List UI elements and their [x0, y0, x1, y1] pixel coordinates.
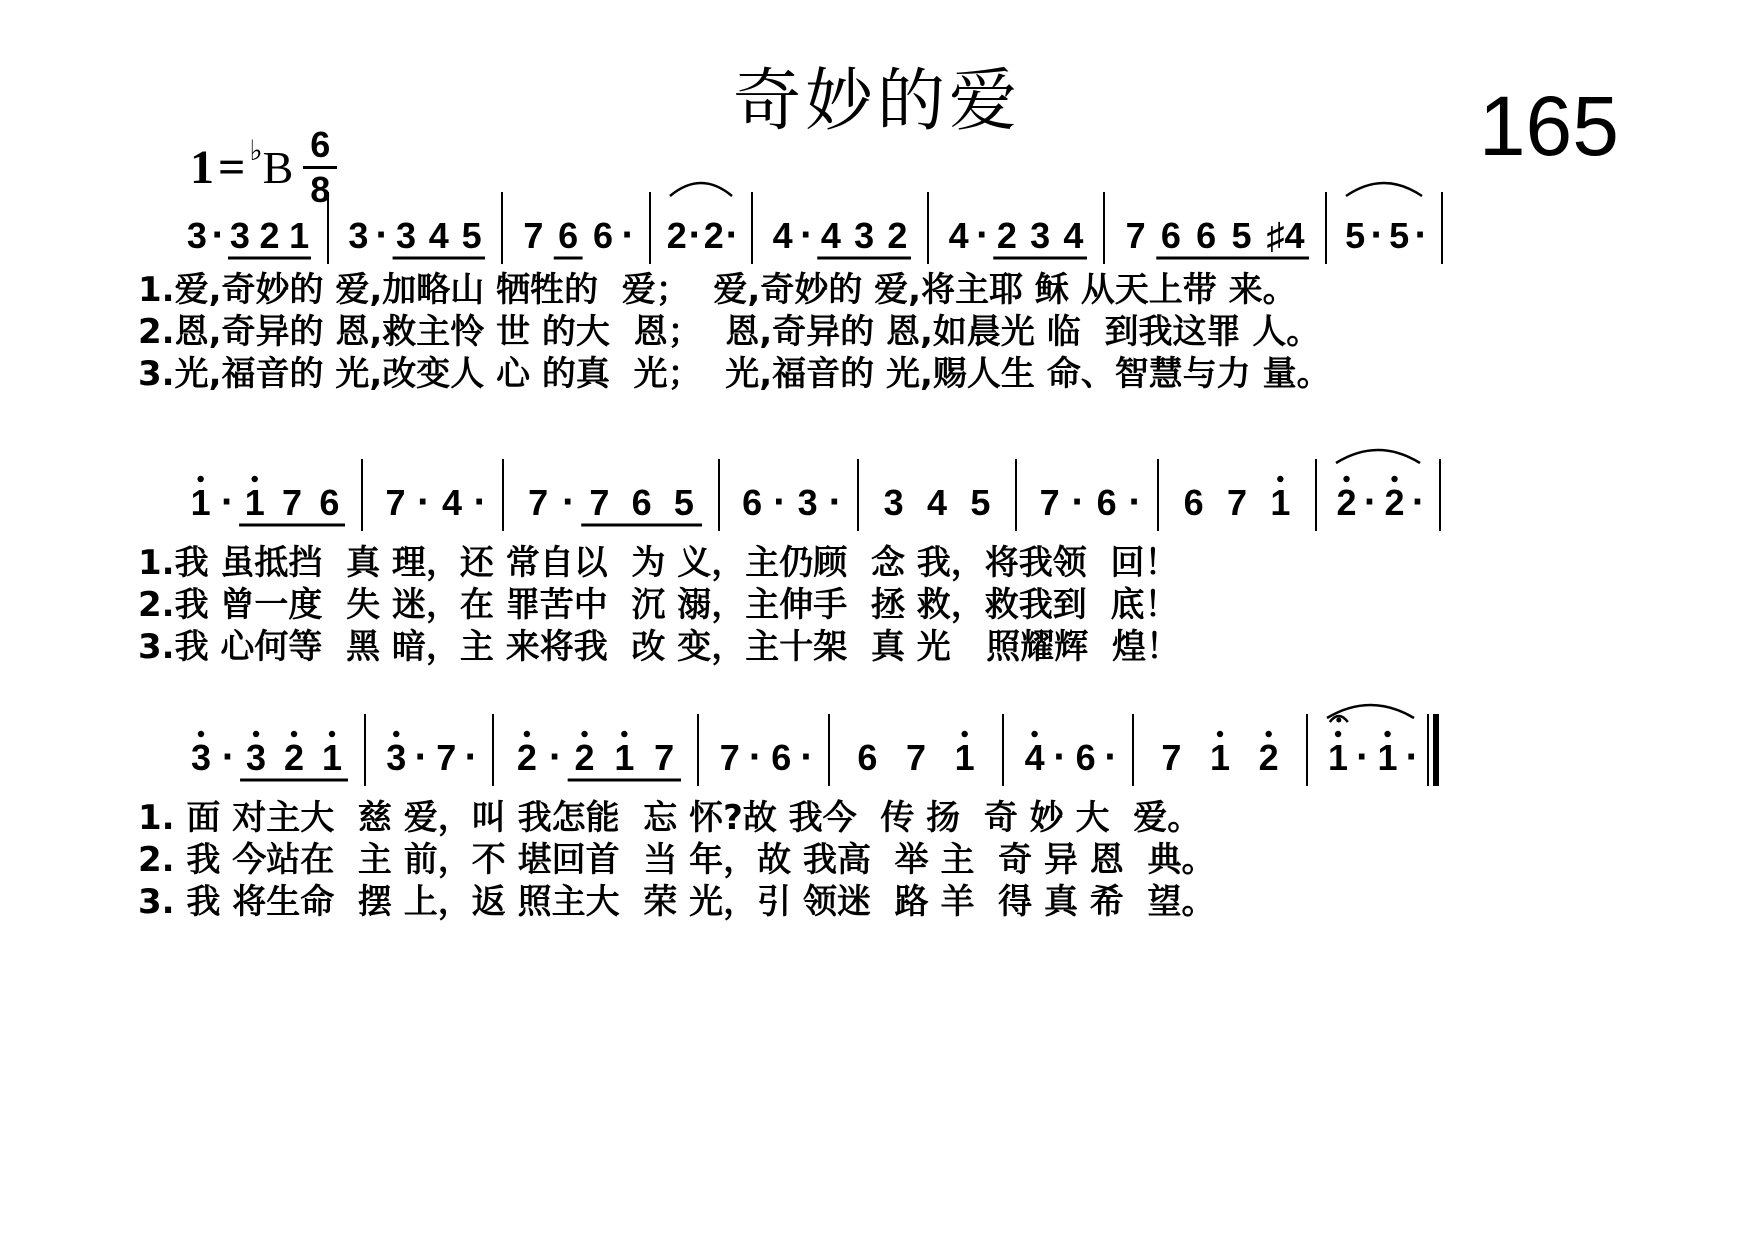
dot-extension: ·: [1356, 735, 1370, 779]
octave-dot: [329, 731, 335, 737]
dot-extension: ·: [725, 213, 739, 257]
note: 5: [673, 482, 694, 523]
tie-arc: [670, 183, 732, 196]
system-3-notation: [0, 690, 1754, 810]
dot-extension: ·: [473, 480, 487, 524]
key-equals: =: [218, 140, 246, 194]
tie-arc: [1336, 450, 1420, 463]
octave-dot: [1335, 731, 1341, 737]
note: 1: [1209, 737, 1231, 778]
note: 2: [887, 215, 908, 256]
flat-sign: ♭: [249, 136, 263, 167]
note: 5: [970, 482, 991, 523]
octave-dot: [1031, 731, 1037, 737]
dot-extension: ·: [211, 213, 226, 257]
note: 1: [954, 737, 975, 778]
note: 2: [1258, 737, 1279, 778]
note: 6: [771, 737, 792, 778]
octave-dot: [1343, 476, 1349, 482]
note: 7: [1161, 737, 1182, 778]
note: 7: [528, 482, 549, 523]
note: 2: [666, 215, 687, 256]
octave-dot: [1217, 731, 1223, 737]
system-2: [0, 435, 1754, 685]
note: 3: [246, 737, 267, 778]
dot-extension: ·: [1405, 735, 1419, 779]
note: 7: [654, 737, 675, 778]
lyric-line: 2.恩,奇异的 恩,救主怜 世 的大 恩； 恩,奇异的 恩,如晨光 临 到我这罪 人。: [138, 312, 1321, 352]
dot-extension: ·: [414, 735, 428, 779]
note: 6: [1196, 215, 1217, 256]
note: 2: [259, 215, 280, 256]
dot-extension: ·: [417, 480, 431, 524]
note: 7: [385, 482, 406, 523]
lyric-line: 3. 我 将生命 摆 上，返 照主大 荣 光，引 领迷 路 羊 得 真 希 望。: [138, 882, 1216, 922]
octave-dot: [581, 731, 587, 737]
octave-dot: [621, 731, 627, 737]
octave-dot: [197, 476, 203, 482]
note: 6: [631, 482, 652, 523]
octave-dot: [1391, 476, 1397, 482]
dot-extension: ·: [1411, 480, 1426, 524]
octave-dot: [252, 476, 258, 482]
note: 7: [905, 737, 927, 778]
tie-arc: [1346, 183, 1422, 196]
note: 4: [441, 482, 462, 523]
dot-extension: ·: [549, 735, 563, 779]
hymn-number: 165: [1478, 79, 1619, 173]
lyric-line: 1.爱,奇妙的 爱,加略山 牺牲的 爱； 爱,奇妙的 爱,将主耶 稣 从天上带 来。: [138, 270, 1297, 310]
note: 3: [386, 737, 407, 778]
dot-extension: ·: [464, 735, 478, 779]
lyric-line: 2.我 曾一度 失 迷，在 罪苦中 沉 溺，主伸手 拯 救，救我到 底！: [138, 585, 1179, 625]
note: 2: [284, 737, 305, 778]
octave-dot: [961, 731, 967, 737]
note: 4: [948, 215, 969, 256]
note: 3: [797, 482, 818, 523]
note: 7: [1039, 482, 1060, 523]
note: 7: [1125, 215, 1146, 256]
note: 6: [319, 482, 340, 523]
meter-bottom: 8: [310, 168, 331, 210]
octave-dot: [198, 731, 204, 737]
note: 7: [282, 482, 303, 523]
note: 4: [1024, 737, 1045, 778]
note: 6: [1183, 482, 1204, 523]
dot-extension: ·: [1370, 213, 1384, 257]
note: 1: [244, 482, 265, 523]
note: 2: [1336, 482, 1357, 523]
note: 6: [592, 215, 613, 256]
dot-extension: ·: [688, 213, 702, 257]
dot-extension: ·: [1053, 735, 1067, 779]
octave-dot: [1384, 731, 1390, 737]
note: 7: [589, 482, 610, 523]
note: 6: [558, 215, 579, 256]
octave-dot: [253, 731, 259, 737]
octave-dot: [1265, 731, 1271, 737]
octave-dot: [1277, 476, 1283, 482]
dot-extension: ·: [562, 480, 576, 524]
note: 3: [348, 215, 369, 256]
lyric-line: 1.我 虽抵挡 真 理，还 常自以 为 义，主仍顾 念 我，将我领 回！: [138, 543, 1179, 583]
dot-extension: ·: [221, 480, 235, 524]
note: 6: [1075, 737, 1096, 778]
note: 7: [523, 215, 544, 256]
note: 3: [883, 482, 904, 523]
note: 7: [436, 737, 457, 778]
note: 3: [190, 737, 212, 778]
system-1: [0, 170, 1754, 420]
lyric-line: 3.我 心何等 黑 暗，主 来将我 改 变，主十架 真 光 照耀辉 煌！: [138, 627, 1180, 667]
dot-extension: ·: [748, 735, 763, 779]
dot-extension: ·: [621, 213, 635, 257]
dot-extension: ·: [375, 213, 389, 257]
system-3: [0, 690, 1754, 940]
note: 4: [926, 482, 948, 523]
note: 1: [321, 737, 343, 778]
note: 2: [996, 215, 1017, 256]
note: 5: [461, 215, 482, 256]
key-degree: 1: [190, 140, 214, 194]
octave-dot: [393, 731, 399, 737]
note: 3: [229, 215, 250, 256]
lyric-line: 1. 面 对主大 慈 爱，叫 我怎能 忘 怀?故 我今 传 扬 奇 妙 大 爱。: [138, 798, 1202, 838]
note: 4: [1063, 215, 1084, 256]
note: 4: [428, 215, 449, 256]
note: 4: [772, 215, 793, 256]
note: 4: [820, 215, 841, 256]
note: 1: [190, 482, 211, 523]
dot-extension: ·: [1363, 480, 1378, 524]
dot-extension: ·: [976, 213, 990, 257]
dot-extension: ·: [1104, 735, 1118, 779]
key-note: B: [262, 141, 294, 193]
note: 6: [1096, 482, 1117, 523]
lyric-line: 2. 我 今站在 主 前，不 堪回首 当 年，故 我高 举 主 奇 异 恩 典。: [138, 840, 1216, 880]
note: 1: [289, 215, 310, 256]
system-2-notation: [0, 435, 1754, 555]
note: 5: [1231, 215, 1252, 256]
dot-extension: ·: [828, 480, 843, 524]
note: 2: [516, 737, 537, 778]
octave-dot: [524, 731, 530, 737]
note: 7: [1226, 482, 1248, 523]
dot-extension: ·: [1071, 480, 1085, 524]
note: 6: [742, 482, 763, 523]
note: 1: [1328, 737, 1349, 778]
note: 5: [1389, 215, 1410, 256]
dot-extension: ·: [773, 480, 787, 524]
octave-dot: [291, 731, 297, 737]
meter-top: 6: [310, 123, 331, 165]
dot-extension: ·: [1128, 480, 1142, 524]
note: 6: [857, 737, 878, 778]
dot-extension: ·: [221, 735, 236, 779]
note: 3: [186, 215, 207, 256]
hymn-title: 奇妙的爱: [732, 62, 1021, 141]
note: 7: [719, 737, 740, 778]
note: 6: [1160, 215, 1181, 256]
note: 3: [854, 215, 875, 256]
note: 3: [1030, 215, 1051, 256]
lyric-line: 3.光,福音的 光,改变人 心 的真 光； 光,福音的 光,赐人生 命、智慧与力 量。: [138, 354, 1331, 394]
dot-extension: ·: [1414, 213, 1428, 257]
note: 5: [1345, 215, 1366, 256]
fermata-dot: [1336, 718, 1341, 723]
dot-extension: ·: [800, 735, 814, 779]
note: 2: [574, 737, 595, 778]
note: 1: [1377, 737, 1398, 778]
note: ♯4: [1266, 215, 1305, 256]
dot-extension: ·: [800, 213, 814, 257]
note: 2: [1384, 482, 1405, 523]
note: 3: [395, 215, 416, 256]
note: 1: [614, 737, 635, 778]
note: 2: [703, 215, 724, 256]
note: 1: [1270, 482, 1291, 523]
